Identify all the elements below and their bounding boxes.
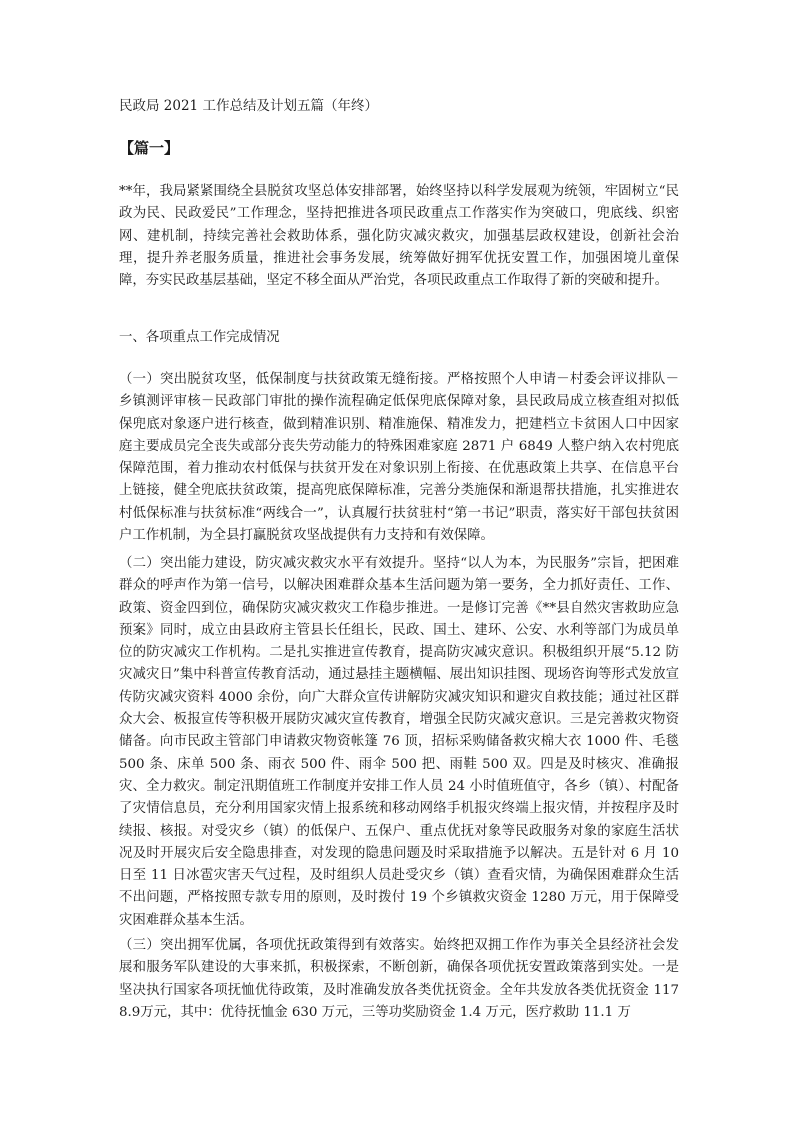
paragraph-disaster-relief: （二）突出能力建设，防灾减灾救灾水平有效提升。坚持“以人为本，为民服务”宗旨，把困难群众的呼声作为第一信号，以解决困难群众基本生活问题为第一要务，全力抓好责任、工作、政策、资金四到位，确保防灾减灾救灾工作稳步推进。一是修订完善《**县自然灾害救助应急预案》同时，成立由县政府主管县长任组长，民政、国土、建环、公安、水利等部门为成员单位的防灾减灾工作机构。二是扎实推进宣传教育，提高防灾减灾意识。积极组织开展“5.12 防灾减灾日”集中科普宣传教育活动，通过悬挂主题横幅、展出知识挂图、现场咨询等形式发放宣传防灾减灾资料 4000 余份，向广大群众宣传讲解防灾减灾知识和避灾自救技能；通过社区群众大会、板报宣传等积极开展防灾减灾宣传教育，增强全民防灾减灾意识。三是完善救灾物资储备。向市民政主管部门申请救灾物资帐篷 76 顶，招标采购储备救灾棉大衣 1000 件、毛毯 500 条、床单 500 条、雨衣 500 件、雨伞 500 把、雨鞋 500 双。四是及时核灾、准确报灾、全力救灾。制定汛期值班工作制度并安排工作人员 24 小时值班值守，各乡（镇）、村配备了灾情信息员，充分利用国家灾情上报系统和移动网络手机报灾终端上报灾情，并按程序及时续报、核报。对受灾乡（镇）的低保户、五保户、重点优抚对象等民政服务对象的家庭生活状况及时开展灾后安全隐患排查，对发现的隐患问题及时采取措施予以解决。五是针对 6 月 10 日至 11 日冰雹灾害天气过程，及时组织人员赴受灾乡（镇）查看灾情，为确保困难群众生活不出问题，严格按照专款专用的原则，及时拨付 19 个乡镇救灾资金 1280 万元，用于保障受灾困难群众基本生活。 bbox=[119, 556, 679, 928]
paragraph-poverty-alleviation: （一）突出脱贫攻坚，低保制度与扶贫政策无缝衔接。严格按照个人申请－村委会评议排队－乡镇测评审核－民政部门审批的操作流程确定低保兜底保障对象，县民政局成立核查组对拟低保兜底对象逐户进行核查，做到精准识别、精准施保、精准发力，把建档立卡贫困人口中因家庭主要成员完全丧失或部分丧失劳动能力的特殊困难家庭 2871 户 6849 人整户纳入农村兜底保障范围，着力推动农村低保与扶贫开发在对象识别上衔接、在优惠政策上共享、在信息平台上链接，健全兜底扶贫政策，提高兜底保障标准，完善分类施保和渐退帮扶措施，扎实推进农村低保标准与扶贫标准“两线合一”，认真履行扶贫驻村“第一书记”职责，落实好干部包扶贫困户工作机制，为全县打赢脱贫攻坚战提供有力支持和有效保障。 bbox=[119, 372, 679, 544]
paragraph-military-support: （三）突出拥军优属，各项优抚政策得到有效落实。始终把双拥工作作为事关全县经济社会发展和服务军队建设的大事来抓，积极探索，不断创新，确保各项优抚安置政策落到实处。一是坚决执行国家各项抚恤优待政策，及时准确发放各类优抚资金。全年共发放各类优抚资金 1178.9万元，其中：优待抚恤金 630 万元，三等功奖励资金 1.4 万元，医疗救助 11.1 万 bbox=[119, 938, 679, 1020]
section-label: 【篇一】 bbox=[119, 139, 180, 157]
intro-paragraph: **年，我局紧紧围绕全县脱贫攻坚总体安排部署，始终坚持以科学发展观为统领，牢固树立“民政为民、民政爱民”工作理念，坚持把推进各项民政重点工作落实作为突破口，兜底线、织密网、建机制，持续完善社会救助体系，强化防灾减灾救灾，加强基层政权建设，创新社会治理，提升养老服务质量，推进社会事务发展，统筹做好拥军优抚安置工作，加强困境儿童保障，夯实民政基层基础，坚定不移全面从严治党，各项民政重点工作取得了新的突破和提升。 bbox=[119, 184, 679, 289]
document-title: 民政局 2021 工作总结及计划五篇（年终） bbox=[119, 98, 378, 114]
heading-key-work: 一、各项重点工作完成情况 bbox=[119, 330, 280, 345]
